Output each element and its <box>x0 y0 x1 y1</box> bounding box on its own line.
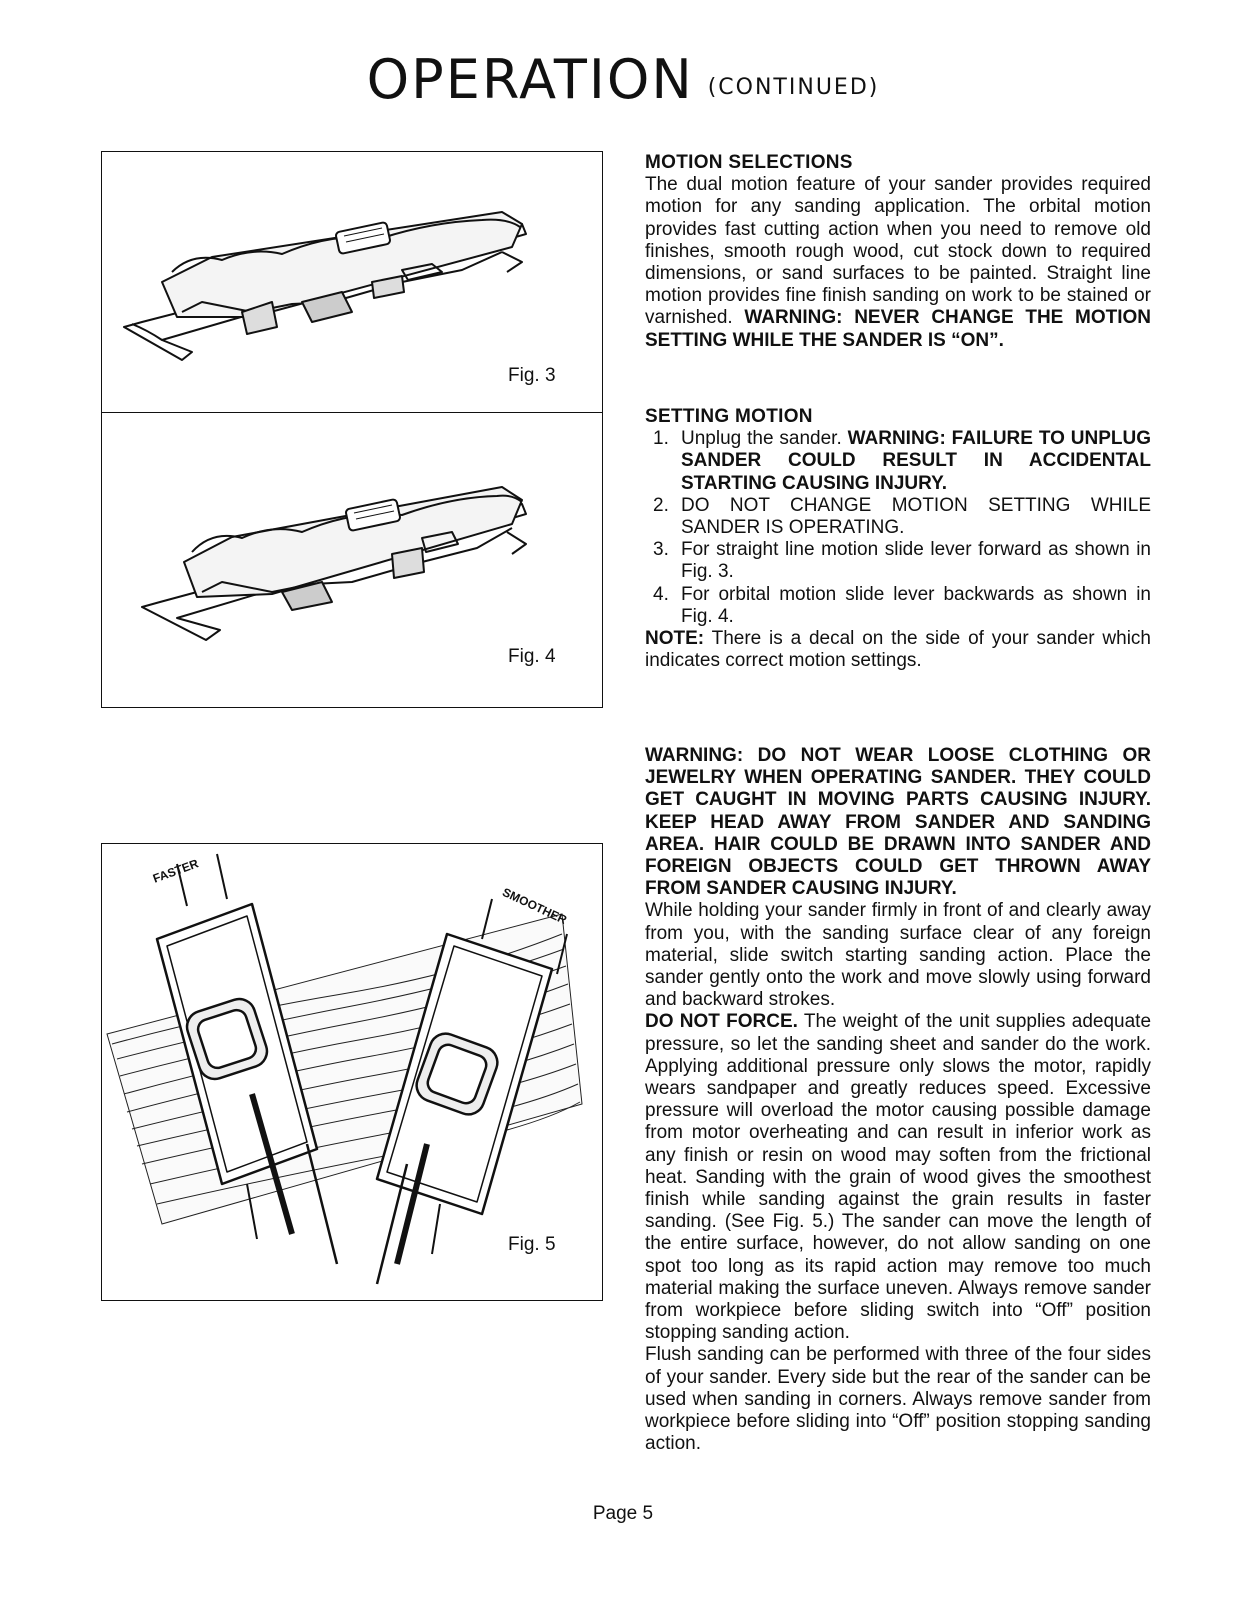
step-item: 4. For orbital motion slide lever backwards as shown in Fig. 4. <box>653 583 1151 627</box>
clothing-warning: WARNING: DO NOT WEAR LOOSE CLOTHING OR JEWELRY WHEN OPERATING SANDER. THEY COULD GET CAUGHT IN MOVING PARTS CAUSING INJURY. KEEP HEAD AWAY FROM SANDER AND SANDING AREA. HAIR COULD BE DRAWN INTO SANDER AND FOREIGN OBJECTS COULD GET THROWN AWAY FROM SANDER CAUSING INJURY. <box>645 745 1151 900</box>
title-continued: (CONTINUED) <box>707 75 880 100</box>
setting-motion-note: NOTE: There is a decal on the side of your sander which indicates correct motion settings. <box>645 628 1152 672</box>
figure-3-4-box <box>101 151 603 708</box>
step-item: 2. DO NOT CHANGE MOTION SETTING WHILE SANDER IS OPERATING. <box>653 494 1151 539</box>
smoother-label: SMOOTHER <box>500 885 570 927</box>
title-main: OPERATION <box>366 48 694 111</box>
setting-motion-section <box>645 406 1151 672</box>
motion-selections-warning: WARNING: NEVER CHANGE THE MOTION SETTING WHILE THE SANDER IS “ON”. <box>645 307 1152 351</box>
operation-section <box>645 745 1151 1456</box>
operation-body-1: While holding your sander firmly in front of and clearly away from you, with the sanding surface clear of any foreign material, slide switch starting sanding action. Place the sander gently onto the work and move slowly using forward and backward strokes. <box>645 900 1151 1011</box>
figure-divider <box>102 412 602 413</box>
operation-body-2-para <box>645 1011 1151 1344</box>
step-item: 3. For straight line motion slide lever forward as shown in Fig. 3. <box>653 539 1151 583</box>
page-number: Page 5 <box>592 1503 654 1524</box>
page-title <box>0 48 1246 111</box>
do-not-force: DO NOT FORCE. <box>645 1011 798 1033</box>
fig4-label: Fig. 4 <box>508 646 556 667</box>
sander-side-illustrations <box>102 152 602 707</box>
sander-fig4-illustration <box>142 487 526 640</box>
figure-5-box <box>101 843 603 1301</box>
fig5-label: Fig. 5 <box>508 1234 556 1255</box>
fig3-label: Fig. 3 <box>508 365 556 386</box>
setting-motion-steps <box>645 428 1151 628</box>
step-item: 1. Unplug the sander. WARNING: FAILURE TO UNPLUG SANDER COULD RESULT IN ACCIDENTAL STARTING CAUSING INJURY. <box>653 428 1151 494</box>
operation-body-2: The weight of the unit supplies adequate pressure, so let the sanding sheet and sander do the work. Applying additional pressure only slows the motor, rapidly wears sandpaper and greatly reduces speed. Excessive pressure will overload the motor causing possible damage from motor overheating and can result in inferior work as any finish or resin on wood may soften from the frictional heat. Sanding with the grain of wood gives the smoothest finish while sanding against the grain results in faster sanding. (See Fig. 5.) The sander can move the length of the entire surface, however, do not allow sanding on one spot too long as its rapid action may remove too much material making the surface uneven. Always remove sander from workpiece before sliding switch into “Off” position stopping sanding action. <box>645 1011 1152 1344</box>
operation-body-3: Flush sanding can be performed with three of the four sides of your sander. Every side but the rear of the sander can be used when sanding in corners. Always remove sander from workpiece before sliding into “Off” position stopping sanding action. <box>645 1344 1151 1455</box>
motion-selections-text <box>645 174 1151 352</box>
motion-selections-body: The dual motion feature of your sander provides required motion for any sanding application. The orbital motion provides fast cutting action when you need to remove old finishes, smooth rough wood, cut stock down to required dimensions, or sand surfaces to be painted. Straight line motion provides fine finish sanding on work to be stained or varnished. <box>645 174 1151 329</box>
motion-selections-heading: MOTION SELECTIONS <box>645 152 853 173</box>
sander-grain-illustration <box>102 844 602 1300</box>
motion-selections-section <box>645 152 1151 352</box>
sander-fig3-illustration <box>124 212 526 360</box>
faster-label: FASTER <box>151 856 201 886</box>
setting-motion-heading: SETTING MOTION <box>645 406 813 427</box>
